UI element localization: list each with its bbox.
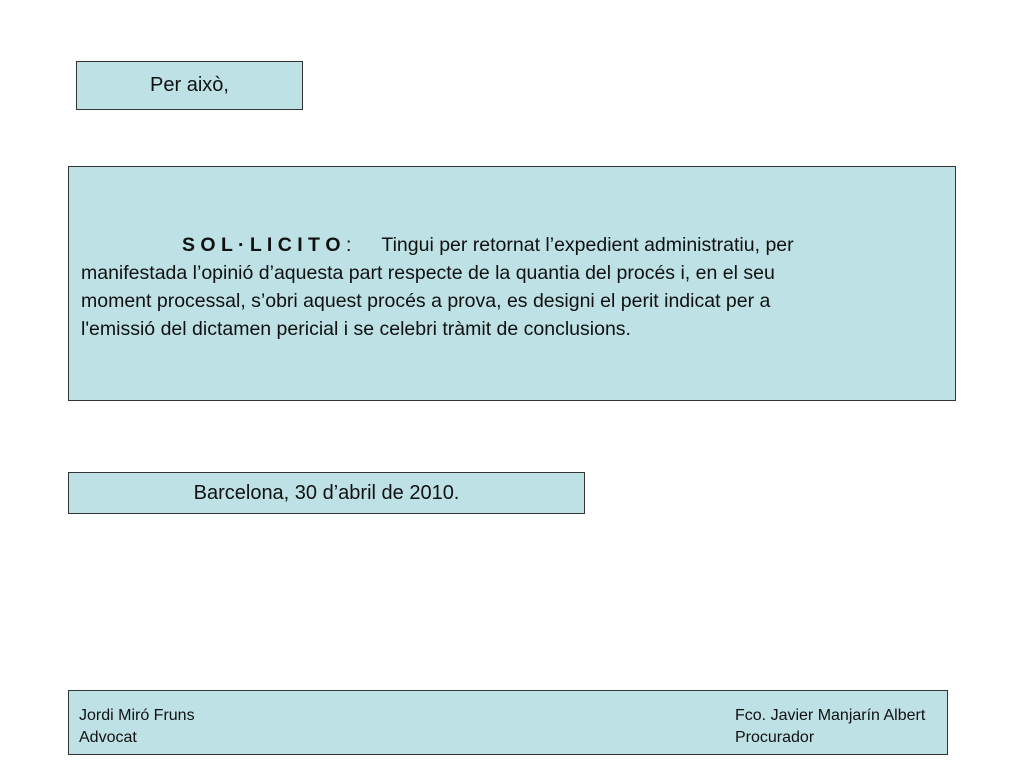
signatures-box [68,690,948,755]
procurator-name: Fco. Javier Manjarín Albert [735,707,926,724]
procurator-role: Procurador [735,729,815,746]
request-first-line [81,231,945,259]
request-box [68,166,956,401]
intro-box [76,61,303,110]
request-line-3: moment processal, s’obri aquest procés a prova, es designi el perit indicat per a [81,290,771,312]
intro-text: Per això, [150,74,229,96]
solicito-keyword: S O L · L I C I T O [182,234,341,256]
lawyer-name: Jordi Miró Fruns [79,707,195,724]
request-line-1: Tingui per retornat l’expedient administratiu, per [381,234,794,256]
lawyer-role: Advocat [79,729,137,746]
signature-procurator [735,705,925,749]
solicito-colon: : [345,234,352,256]
request-line-2: manifestada l’opinió d’aquesta part respecte de la quantia del procés i, en el seu [81,262,775,284]
date-text: Barcelona, 30 d’abril de 2010. [193,481,460,504]
date-box [68,472,585,514]
request-line-4: l'emissió del dictamen pericial i se celebri tràmit de conclusions. [81,318,631,340]
signature-lawyer [79,705,195,749]
